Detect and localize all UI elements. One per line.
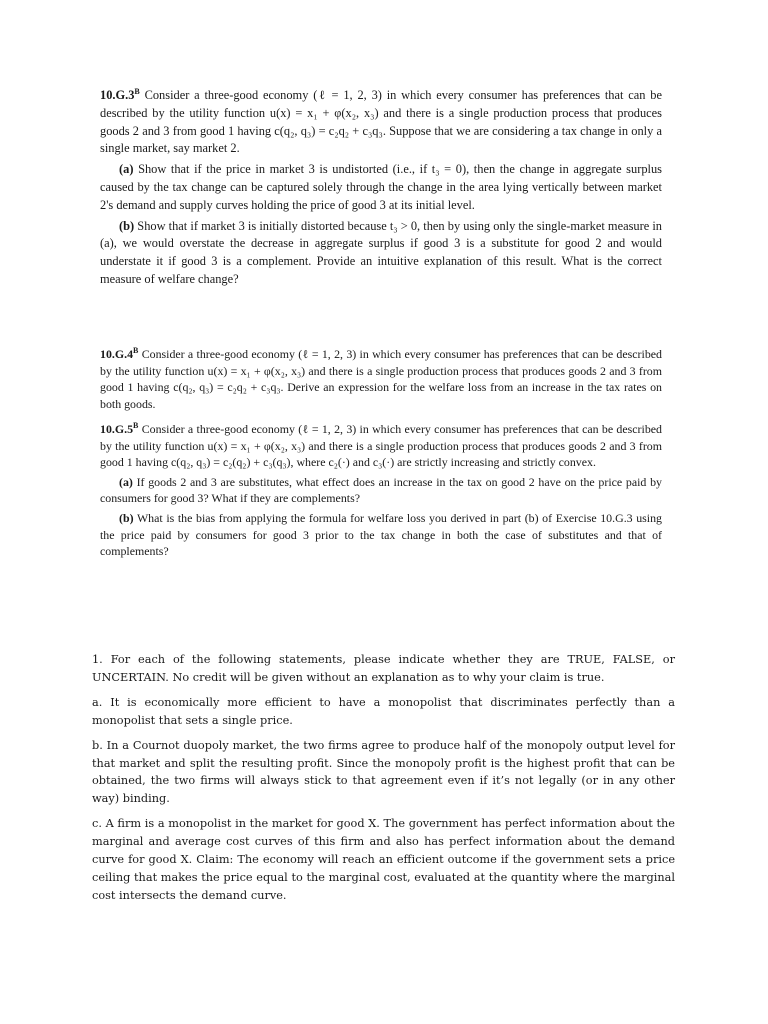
exercise-level: B	[134, 86, 140, 96]
part-label: (b)	[119, 218, 135, 233]
exercise-10-g-4	[100, 346, 662, 415]
question-1	[92, 651, 675, 912]
exercise-level: B	[133, 346, 139, 356]
exercise-10-g-5	[100, 421, 662, 563]
exercise-level: B	[133, 421, 139, 431]
question-1-intro: 1. For each of the following statements, please indicate whether they are TRUE, FALSE, or UNCERTAIN. No credit will be given without an explanation as to why your claim is true.	[92, 653, 675, 684]
part-text: Show that if market 3 is initially distorted because t₃ > 0, then by using only the single-market measure in (a), we would overstate the decrease in aggregate surplus if good 3 is a substitute for good 2 and would understate it if good 3 is a complement. Provide an intuitive explanation of this result. What is the correct measure of welfare change?	[100, 218, 662, 286]
part-label: (a)	[119, 474, 133, 489]
exercise-number: 10.G.4	[100, 347, 134, 361]
exercise-10-g-3-part-a	[100, 161, 662, 214]
exercise-10-g-3	[100, 87, 662, 292]
part-text: Show that if the price in market 3 is undistorted (i.e., if t₃ = 0), then the change in aggregate surplus caused by the tax change can be captured solely through the change in the area lying vertically between market 2's demand and supply curves holding the price of good 3 at its initial level.	[100, 162, 662, 212]
exercise-number: 10.G.5	[100, 422, 134, 436]
part-text: If goods 2 and 3 are substitutes, what effect does an increase in the tax on good 2 have on the price paid by consumers for good 3? What if they are complements?	[100, 474, 662, 506]
exercise-10-g-5-part-b	[100, 510, 662, 560]
exercise-10-g-4-text	[100, 346, 662, 412]
exercise-intro-text: Consider a three-good economy (ℓ = 1, 2, 3) in which every consumer has preferences that can be described by the utility function u(x) = x₁ + φ(x₂, x₃) and there is a single production process that produces goods 2 and 3 from good 1 having c(q₂, q₃) = c₂(q₂) + c₃(q₃), where c₂(·) and c₃(·) are strictly increasing and strictly convex.	[100, 422, 662, 470]
part-text: What is the bias from applying the formula for welfare loss you derived in part (b) of Exercise 10.G.3 using the price paid by consumers for good 3 prior to the tax change in both the case of substitutes and that of complements?	[100, 510, 662, 559]
question-1-statement-a: a. It is economically more efficient to have a monopolist that discriminates perfectly than a monopolist that sets a single price.	[92, 695, 675, 727]
exercise-10-g-3-part-b	[100, 218, 662, 289]
exercise-10-g-5-intro	[100, 421, 662, 471]
part-label: (a)	[119, 162, 134, 177]
exercise-10-g-5-part-a	[100, 474, 662, 507]
question-1-statement-c: c. A firm is a monopolist in the market for good X. The government has perfect information about the marginal and average cost curves of this firm and also has perfect information about the demand curve for good X. Claim: The economy will reach an efficient outcome if the government sets a price ceiling that makes the price equal to the marginal cost, evaluated at the quantity where the marginal cost intersects the demand curve.	[92, 817, 675, 902]
part-label: (b)	[119, 510, 134, 525]
exercise-10-g-3-intro	[100, 87, 662, 158]
question-1-statement-b: b. In a Cournot duopoly market, the two firms agree to produce half of the monopoly output level for that market and split the resulting profit. Since the monopoly profit is the highest profit that can be obtained, the two firms will always stick to that agreement even if it’s not legally (or in any other way) binding.	[92, 738, 675, 806]
exercise-intro-text: Consider a three-good economy (ℓ = 1, 2, 3) in which every consumer has preferences that can be described by the utility function u(x) = x₁ + φ(x₂, x₃) and there is a single production process that produces goods 2 and 3 from good 1 having c(q₂, q₃) = c₂q₂ + c₃q₃. Suppose that we are considering a tax change in only a single market, say market 2.	[100, 88, 662, 156]
exercise-body-text: Consider a three-good economy (ℓ = 1, 2, 3) in which every consumer has preferences that can be described by the utility function u(x) = x₁ + φ(x₂, x₃) and there is a single production process that produces goods 2 and 3 from good 1 having c(q₂, q₃) = c₂q₂ + c₃q₃. Derive an expression for the welfare loss from an increase in the tax rates on both goods.	[100, 347, 662, 411]
exercise-number: 10.G.3	[100, 88, 135, 102]
